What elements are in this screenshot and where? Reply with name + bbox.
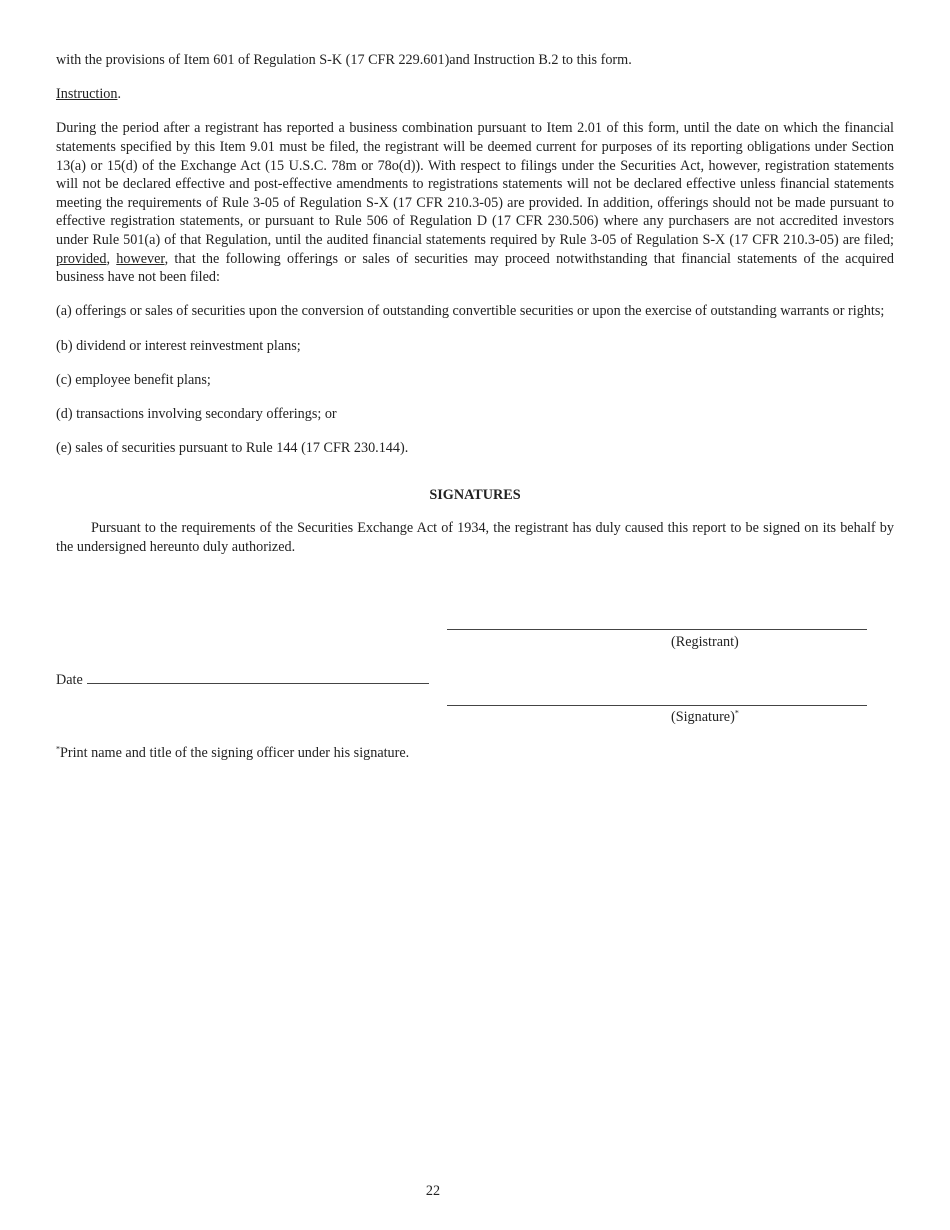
intro-line: with the provisions of Item 601 of Regulation S-K (17 CFR 229.601)and Instruction B.2 to this form.: [56, 52, 632, 68]
document-body: [56, 51, 894, 572]
footnote: [56, 744, 409, 763]
signature-label: (Signature): [671, 709, 735, 725]
registrant-signature-line: [447, 629, 867, 630]
page-number: 22: [425, 1183, 441, 1199]
signatures-heading: SIGNATURES: [429, 486, 521, 503]
list-item-b: (b) dividend or interest reinvestment plans;: [56, 337, 301, 354]
instruction-paragraph-part1: During the period after a registrant has reported a business combination pursuant to Item 2.01 of this form, until the date on which the financial statements specified by this Item 9.01 must be filed, the registrant will be deemed current for purposes of its reporting obligations under Section 13(a) or 15(d) of the Exchange Act (15 U.S.C. 78m or 78o(d)). With respect to filings under the Securities Act, however, registration statements will not be declared effective and post-effective amendments to registrations statements will not be declared effective unless financial statements meeting the requirements of Rule 3-05 of Regulation S-X (17 CFR 210.3-05) are provided. In addition, offerings should not be made pursuant to effective registration statements, or pursuant to Rule 506 of Regulation D (17 CFR 230.506) where any purchasers are not accredited investors under Rule 501(a) of that Regulation, until the audited financial statements required by Rule 3-05 of Regulation S-X (17 CFR 210.3-05) are filed;: [56, 120, 894, 248]
instruction-heading: [56, 85, 894, 104]
registrant-label: (Registrant): [671, 634, 739, 650]
provided-word: provided: [56, 250, 107, 267]
officer-signature-line: [447, 705, 867, 706]
footnote-mark: *: [56, 744, 60, 754]
instruction-paragraph: [56, 119, 894, 286]
list-item-d: (d) transactions involving secondary offerings; or: [56, 405, 337, 422]
however-word: however: [116, 250, 165, 267]
list-item-a: (a) offerings or sales of securities upon the conversion of outstanding convertible securities or upon the exercise of outstanding warrants or rights;: [56, 303, 885, 320]
instruction-heading-text: Instruction: [56, 86, 118, 103]
comma-separator: ,: [106, 250, 117, 267]
footnote-text: Print name and title of the signing officer under his signature.: [60, 745, 410, 761]
date-line: [87, 671, 429, 684]
signatures-statement: Pursuant to the requirements of the Securities Exchange Act of 1934, the registrant has duly caused this report to be signed on its behalf by the undersigned hereunto duly authorized.: [56, 520, 894, 555]
instruction-heading-suffix: .: [117, 86, 122, 103]
date-label: Date: [56, 672, 83, 688]
list-item-c: (c) employee benefit plans;: [56, 371, 211, 388]
list-item-e: (e) sales of securities pursuant to Rule 144 (17 CFR 230.144).: [56, 440, 409, 457]
date-field: [56, 671, 429, 690]
instruction-paragraph-part2: , that the following offerings or sales of securities may proceed notwithstanding that financial statements of the acquired business have not been filed:: [56, 250, 895, 286]
signature-footnote-mark: *: [734, 708, 739, 718]
signature-label-wrap: [671, 708, 739, 727]
